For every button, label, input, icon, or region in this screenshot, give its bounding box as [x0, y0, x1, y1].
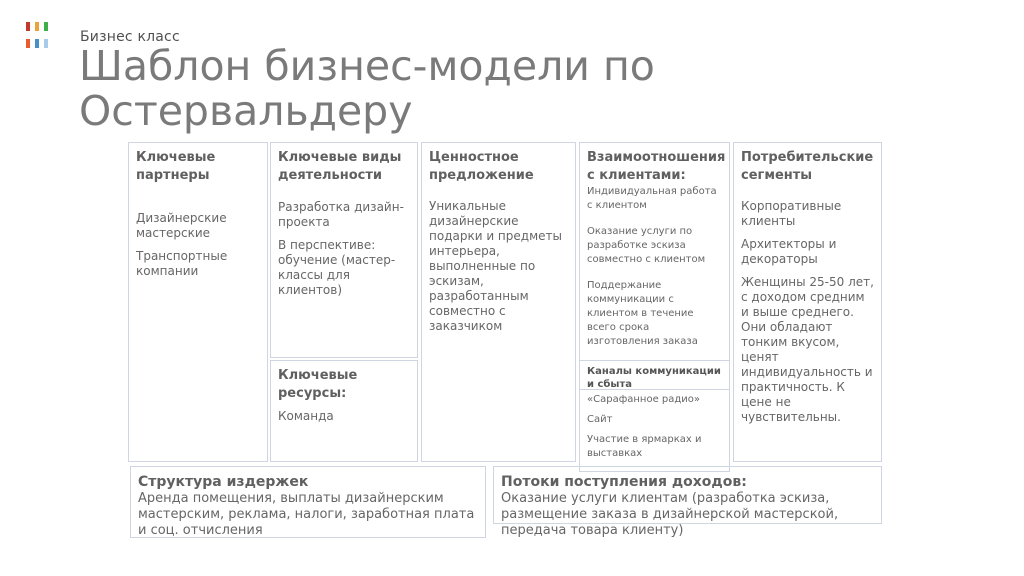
customer-segments-heading: Потребительские сегменты	[741, 150, 874, 183]
value-proposition-text: Уникальные дизайнерские подарки и предметы интерьера, выполненные по эскизам, разработанным совместно с заказчиком	[429, 199, 562, 333]
segment-item: Женщины 25-50 лет, с доходом средним и выше среднего. Они обладают тонким вкусом, ценят индивидуальность и практичность. К цене не чувствительны.	[741, 275, 874, 424]
channels-heading: Каналы коммуникации и сбыта	[587, 366, 721, 390]
relationship-item: Поддержание коммуникации с клиентом в течение всего срока изготовления заказа	[587, 280, 698, 347]
channel-item: «Сарафанное радио»	[587, 394, 701, 405]
brand-name: Бизнес класс	[80, 29, 180, 45]
channel-item: Участие в ярмарках и выставках	[587, 434, 702, 459]
customer-segments-block	[733, 142, 882, 462]
value-proposition-heading: Ценностное предложение	[429, 150, 534, 183]
partner-item: Транспортные компании	[136, 249, 228, 278]
revenue-streams-heading: Потоки поступления доходов:	[501, 474, 747, 490]
cost-structure-block	[130, 466, 486, 538]
resource-item: Команда	[278, 409, 334, 423]
brand-logo-icon	[26, 22, 52, 52]
cost-structure-text: Аренда помещения, выплаты дизайнерским мастерским, реклама, налоги, заработная плата и соц. отчисления	[138, 491, 475, 538]
cost-structure-heading: Структура издержек	[138, 474, 309, 490]
activity-item: В перспективе: обучение (мастер-классы для клиентов)	[278, 238, 396, 297]
segment-item: Корпоративные клиенты	[741, 199, 842, 228]
relationship-item: Индивидуальная работа с клиентом	[587, 186, 717, 211]
customer-relationships-block	[579, 142, 730, 390]
key-activities-heading: Ключевые виды деятельности	[278, 150, 402, 183]
key-activities-block	[270, 142, 418, 358]
key-resources-heading: Ключевые ресурсы:	[278, 368, 358, 401]
value-proposition-block	[421, 142, 576, 462]
activity-item: Разработка дизайн-проекта	[278, 200, 404, 229]
revenue-streams-block	[493, 466, 882, 538]
relationship-item: Оказание услуги по разработке эскиза совместно с клиентом	[587, 226, 706, 265]
revenue-streams-text: Оказание услуги клиентам (разработка эскиза, размещение заказа в дизайнерской мастерской, передача товара клиенту)	[501, 491, 839, 538]
key-resources-block	[270, 360, 418, 462]
key-partners-heading: Ключевые партнеры	[136, 150, 216, 183]
partner-item: Дизайнерские мастерские	[136, 211, 227, 240]
channel-item: Сайт	[587, 414, 613, 425]
segment-item: Архитекторы и декораторы	[741, 237, 837, 266]
key-partners-block	[128, 142, 268, 462]
page-title: Шаблон бизнес-модели по Остервальдеру	[79, 42, 655, 135]
channels-block	[579, 360, 730, 472]
customer-relationships-heading: Взаимоотношения с клиентами:	[587, 150, 726, 183]
